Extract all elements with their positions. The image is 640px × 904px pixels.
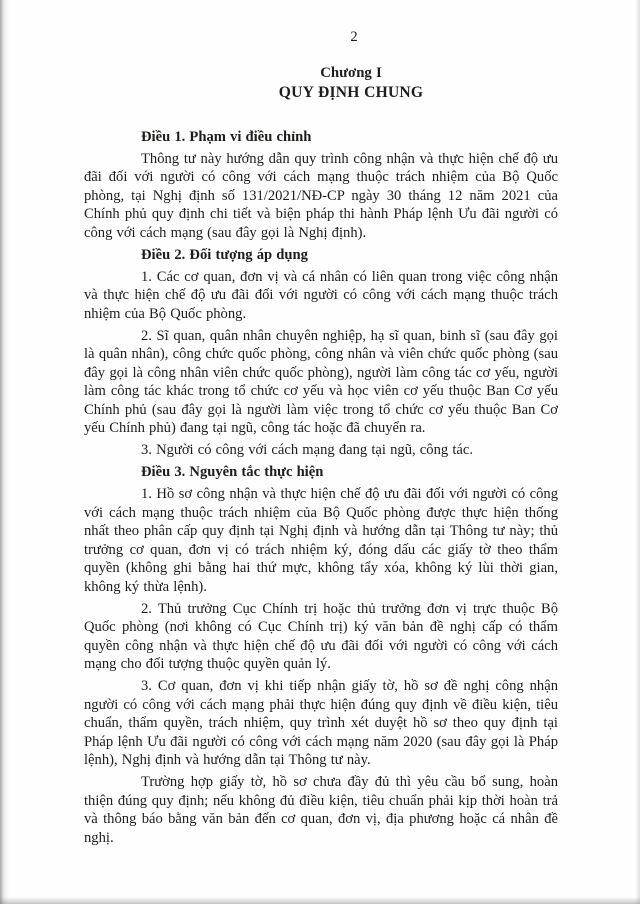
scan-edge-left [0,0,9,904]
article-3-paragraph-3: 3. Cơ quan, đơn vị khi tiếp nhận giấy tờ, hồ sơ đề nghị công nhận người có công với cách mạng phải thực hiện đúng quy định về điều kiện, tiêu chuẩn, thẩm quyền, trách nhiệm, quy trình xét duyệt hồ sơ theo quy định tại Pháp lệnh Ưu đãi người có công với cách mạng năm 2020 (sau đây gọi là Pháp lệnh), Nghị định và hướng dẫn tại Thông tư này. [84,678,558,768]
article-2 [84,246,558,460]
article-3-paragraph-2: 2. Thủ trưởng Cục Chính trị hoặc thủ trưởng đơn vị trực thuộc Bộ Quốc phòng (nơi không có Cục Chính trị) ký văn bản đề nghị cấp có thẩm quyền công nhận và thực hiện chế độ ưu đãi đối với người có công với cách mạng cho đối tượng thuộc quyền quản lý. [84,600,558,672]
scan-edge-right [635,0,640,904]
article-2-paragraph-3: 3. Người có công với cách mạng đang tại ngũ, công tác. [141,442,473,458]
document-content [84,0,558,851]
article-2-paragraph-2: 2. Sĩ quan, quân nhân chuyên nghiệp, hạ sĩ quan, binh sĩ (sau đây gọi là quân nhân), công chức quốc phòng, công nhân và viên chức quốc phòng (sau đây gọi là công nhân viên chức quốc phòng), người làm công tác cơ yếu, người làm công tác khác trong tổ chức cơ yếu và học viên cơ yếu thuộc Ban Cơ yếu Chính phủ (sau đây gọi là người làm việc trong tổ chức cơ yếu thuộc Ban Cơ yếu Chính phủ) đang tại ngũ, công tác hoặc đã chuyển ra. [84,327,558,436]
article-1 [84,128,558,243]
chapter-label: Chương I [320,64,382,81]
page-number: 2 [350,29,358,45]
scan-edge-bottom [0,897,640,904]
article-3-paragraph-4: Trường hợp giấy tờ, hồ sơ chưa đầy đủ thì yêu cầu bổ sung, hoàn thiện đúng quy định; nếu không đủ điều kiện, tiêu chuẩn phải kịp thời hoàn trả và thông báo bằng văn bản đến cơ quan, đơn vị, địa phương hoặc cá nhân đề nghị. [84,774,558,846]
article-1-heading: Điều 1. Phạm vi điều chỉnh [141,128,312,145]
article-1-paragraph-1: Thông tư này hướng dẫn quy trình công nhận và thực hiện chế độ ưu đãi đối với người có công với cách mạng thuộc trách nhiệm của Bộ Quốc phòng, tại Nghị định số 131/2021/NĐ-CP ngày 30 tháng 12 năm 2021 của Chính phủ quy định chi tiết và biện pháp thi hành Pháp lệnh Ưu đãi người có công với cách mạng (sau đây gọi là Nghị định). [84,150,558,241]
article-2-paragraph-1: 1. Các cơ quan, đơn vị và cá nhân có liên quan trong việc công nhận và thực hiện chế độ ưu đãi đối với người có công với cách mạng thuộc trách nhiệm của Bộ Quốc phòng. [84,268,558,322]
chapter-title: QUY ĐỊNH CHUNG [278,83,424,101]
article-3 [84,463,558,847]
article-2-heading: Điều 2. Đối tượng áp dụng [141,246,308,263]
article-3-paragraph-1: 1. Hồ sơ công nhận và thực hiện chế độ ưu đãi đối với người có công với cách mạng thuộc trách nhiệm của Bộ Quốc phòng được thực hiện thống nhất theo phân cấp quy định tại Nghị định và hướng dẫn tại Thông tư này; thủ trưởng cơ quan, đơn vị có trách nhiệm ký, đóng dấu các giấy tờ theo thẩm quyền (không ghi bằng hai thứ mực, không tẩy xóa, không ký lùi thời gian, không ký thừa lệnh). [84,486,558,595]
article-3-heading: Điều 3. Nguyên tắc thực hiện [141,464,324,480]
